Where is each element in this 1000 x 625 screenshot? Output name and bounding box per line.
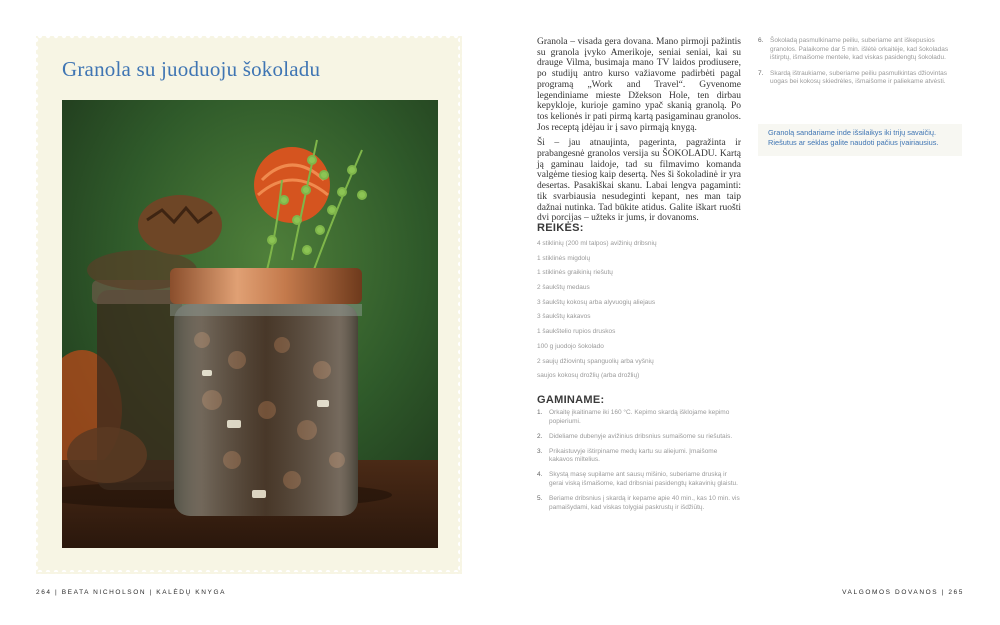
step-text: Šokoladą pasmulkiname peiliu, suberiame ant iškepusios granolos. Palaikome dar 5 min. išlėtė orkaitėje, kad šokoladas ištirptų, išmaišome mentele, kad viskas pasidengtų šokoladu. bbox=[770, 37, 949, 62]
ingredients-list bbox=[537, 237, 742, 384]
step-item bbox=[758, 70, 960, 87]
step-number: 4. bbox=[537, 471, 543, 479]
step-number: 6. bbox=[758, 37, 764, 44]
steps-heading: GAMINAME: bbox=[537, 394, 605, 406]
ingredient-item: 3 šaukštų kakavos bbox=[537, 313, 591, 321]
ingredients-heading: REIKĖS: bbox=[537, 222, 584, 234]
ingredient-item: saujos kokosų drožlių (arba drožlių) bbox=[537, 372, 640, 380]
step-text: Orkaitę įkaitiname iki 160 °C. Kepimo skardą išklojame kepimo popieriumi. bbox=[549, 409, 730, 425]
step-item bbox=[758, 37, 960, 63]
footer-left: 264 | BEATA NICHOLSON | KALĖDŲ KNYGA bbox=[36, 589, 227, 596]
ingredient-item: 1 stiklinės migdolų bbox=[537, 254, 591, 262]
ingredient-item: 2 šaukštų medaus bbox=[537, 284, 590, 292]
steps-list-continued bbox=[758, 37, 960, 94]
intro-paragraph-1: Granola – visada gera dovana. Mano pirmoji pažintis su granola įvyko Amerikoje, seniai seniai, kai su drauge Vilma, busimaja mano TV laidos prodiusere, po studijų antro kurso važiavome padirbėti pagal programą „Work and Travel“. Gyvenome legendiniame mieste Džekson Hole, ten dirbau kepykloje, kurioje gamino ypač skanią granolą. Po tos kelionės ir pati pirmą kartą pasigaminau granolos. Jos receptą įdėjau ir į savo pirmąją knygą. bbox=[537, 37, 741, 133]
granola-jar-photo bbox=[62, 100, 438, 548]
step-number: 1. bbox=[537, 409, 543, 416]
intro-paragraph-2: Ši – jau atnaujinta, pagerinta, pagražinta ir prabangesnė granolos versija su ŠOKOLADU. Kartą ją gaminau laidoje, tad su filmavimo komanda valgėme tiesiog kaip desertą. Nes ši šokoladinė ir yra desertas. Pasakiškai skanu. Labai lengva pagaminti: tik svarbiausia nesudeginti kepant, nes man taip dažnai nutinka. Tad būkite atidus. Galite iškart ruošti dvi porcijas – užteks ir jums, ir dovanoms. bbox=[537, 138, 741, 224]
step-item bbox=[537, 448, 742, 465]
step-text: Prikaistuvyje ištirpiname medų kartu su aliejumi. Įmaišome kakavos miltelius. bbox=[549, 447, 718, 464]
step-number: 7. bbox=[758, 69, 764, 77]
ingredient-item: 1 šaukštelio rupios druskos bbox=[537, 328, 616, 336]
step-text: Skardą ištraukiame, suberiame peiliu pasmulkintas džiovintas uogas bei kokosų skiedrėles, išmaišome ir paliekame atvėsti. bbox=[770, 69, 948, 86]
steps-list bbox=[537, 409, 742, 519]
recipe-intro bbox=[537, 37, 741, 229]
ingredient-item: 100 g juodojo šokolado bbox=[537, 342, 604, 350]
storage-tip: Granolą sandariame inde išsilaikys iki trijų savaičių. Riešutus ar sėklas galite naudoti pačius įvairiausius. bbox=[758, 124, 962, 156]
step-item bbox=[537, 433, 742, 442]
ingredient-item: 3 šaukštų kokosų arba alyvuogių aliejaus bbox=[537, 298, 656, 306]
step-number: 2. bbox=[537, 432, 543, 440]
step-item bbox=[537, 495, 742, 512]
footer-right: VALGOMOS DOVANOS | 265 bbox=[842, 589, 964, 596]
ingredient-item: 4 stiklinių (200 ml talpos) avižinių dribsnių bbox=[537, 240, 657, 247]
step-number: 3. bbox=[537, 447, 543, 455]
step-text: Skystą masę supilame ant sausų mišinio, suberiame druską ir gerai viską išmaišome, kad dribsniai pasidengtų kakavinių glaistu. bbox=[549, 471, 738, 488]
step-item bbox=[537, 409, 742, 426]
step-item bbox=[537, 471, 742, 488]
ingredient-item: 2 saujų džiovintų spanguolių arba vyšnių bbox=[537, 357, 654, 365]
step-text: Dideliame dubenyje avižinius dribsnius sumaišome su riešutais. bbox=[549, 432, 733, 440]
step-text: Beriame dribsnius į skardą ir kepame apie 40 min., kas 10 min. vis pamaišydami, kad viskas tolygiai paskrustų ir išdžiūtų. bbox=[549, 495, 740, 511]
ingredient-item: 1 stiklinės graikinių riešutų bbox=[537, 269, 613, 277]
recipe-title: Granola su juoduoju šokoladu bbox=[62, 57, 321, 81]
step-number: 5. bbox=[537, 495, 543, 503]
